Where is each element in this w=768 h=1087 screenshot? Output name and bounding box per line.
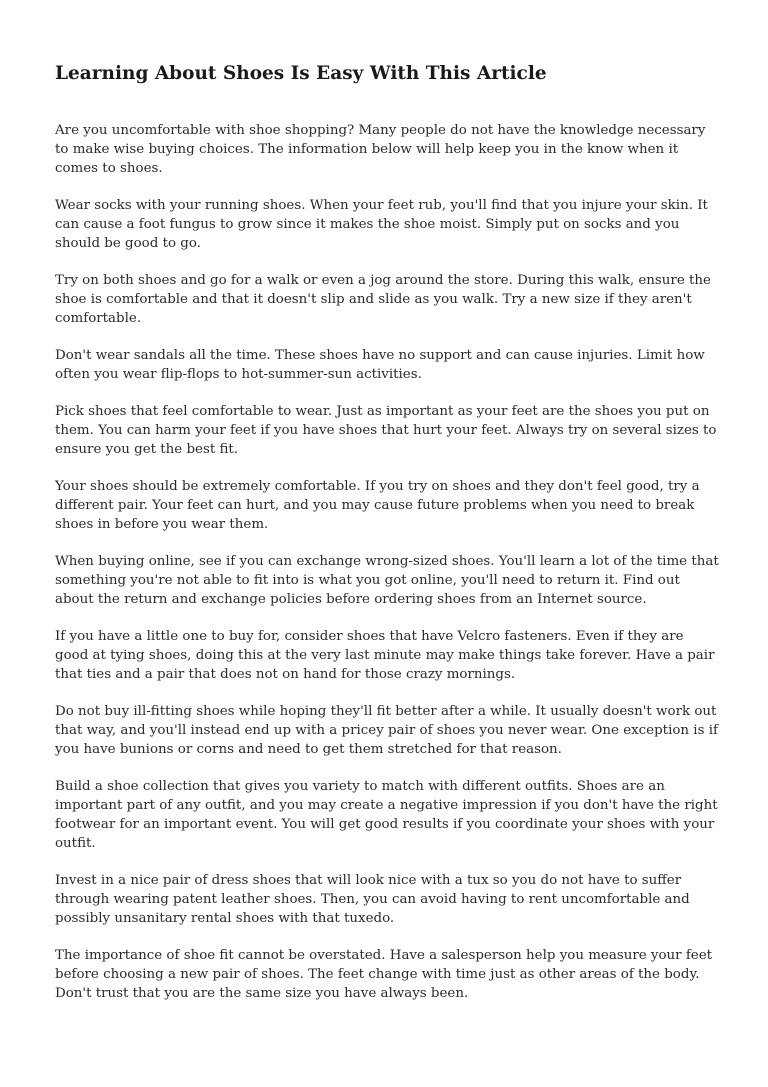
paragraph-intro: Are you uncomfortable with shoe shopping? Many people do not have the knowledge necessary to make wise buying choices. The information below will help keep you in the know when it comes to shoes. <box>55 123 706 176</box>
article-body <box>55 121 720 1003</box>
paragraph-fit: The importance of shoe fit cannot be overstated. Have a salesperson help you measure your feet before choosing a new pair of shoes. The feet change with time just as other areas of the body. Don't trust that you are the same size you have always been. <box>55 948 713 1001</box>
paragraph-online: When buying online, see if you can exchange wrong-sized shoes. You'll learn a lot of the time that something you're not able to fit into is what you got online, you'll need to return it. Find out about the return and exchange policies before ordering shoes from an Internet source. <box>55 554 719 607</box>
paragraph-extremely-comfortable: Your shoes should be extremely comfortable. If you try on shoes and they don't feel good, try a different pair. Your feet can hurt, and you may cause future problems when you need to break shoes in before you wear them. <box>55 479 700 532</box>
paragraph-collection: Build a shoe collection that gives you variety to match with different outfits. Shoes are an important part of any outfit, and you may create a negative impression if you don't have the right footwear for an important event. You will get good results if you coordinate your shoes with your outfit. <box>55 779 718 851</box>
paragraph-sandals: Don't wear sandals all the time. These shoes have no support and can cause injuries. Limit how often you wear flip-flops to hot-summer-sun activities. <box>55 348 705 382</box>
paragraph-velcro: If you have a little one to buy for, consider shoes that have Velcro fasteners. Even if they are good at tying shoes, doing this at the very last minute may make things take forever. Have a pair that ties and a pair that does not on hand for those crazy mornings. <box>55 629 715 682</box>
paragraph-ill-fitting: Do not buy ill-fitting shoes while hoping they'll fit better after a while. It usually doesn't work out that way, and you'll instead end up with a pricey pair of shoes you never wear. One exception is if you have bunions or corns and need to get them stretched for that reason. <box>55 704 718 757</box>
paragraph-comfortable: Pick shoes that feel comfortable to wear. Just as important as your feet are the shoes you put on them. You can harm your feet if you have shoes that hurt your feet. Always try on several sizes to ensure you get the best fit. <box>55 404 717 457</box>
document-page <box>55 58 720 1021</box>
article-title: Learning About Shoes Is Easy With This Article <box>55 63 547 84</box>
paragraph-try-on: Try on both shoes and go for a walk or even a jog around the store. During this walk, ensure the shoe is comfortable and that it doesn't slip and slide as you walk. Try a new size if they aren't comfortable. <box>55 273 711 326</box>
paragraph-socks: Wear socks with your running shoes. When your feet rub, you'll find that you injure your skin. It can cause a foot fungus to grow since it makes the shoe moist. Simply put on socks and you should be good to go. <box>55 198 708 251</box>
paragraph-dress-shoes: Invest in a nice pair of dress shoes that will look nice with a tux so you do not have to suffer through wearing patent leather shoes. Then, you can avoid having to rent uncomfortable and possibly unsanitary rental shoes with that tuxedo. <box>55 873 690 926</box>
